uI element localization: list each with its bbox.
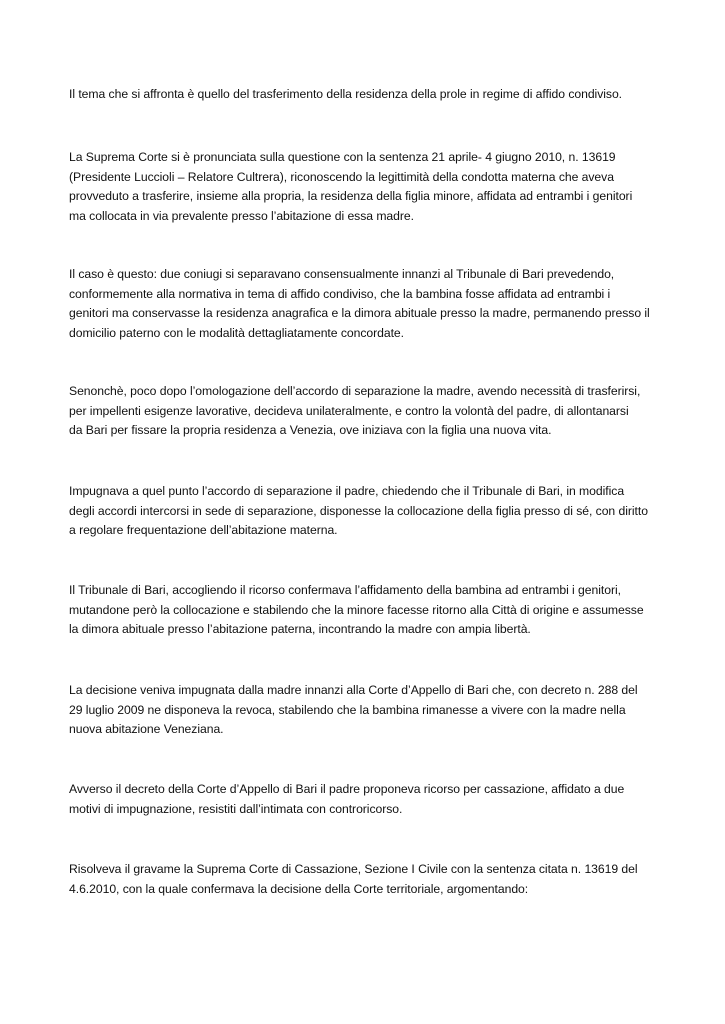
text-line: ma collocata in via prevalente presso l’abitazione di essa madre. — [69, 208, 414, 223]
text-line: genitori ma conservasse la residenza anagrafica e la dimora abituale presso la madre, permanendo presso il — [69, 306, 650, 321]
paragraph-cassation-ruling — [69, 860, 664, 899]
text-line: conformemente alla normativa in tema di affido condiviso, che la bambina fosse affidata ad entrambi i — [69, 286, 611, 301]
paragraph-tribunal-decision — [69, 581, 664, 640]
text-line: Avverso il decreto della Corte d’Appello di Bari il padre proponeva ricorso per cassazione, affidato a due — [69, 782, 625, 796]
text-line: Il Tribunale di Bari, accogliendo il ricorso confermava l’affidamento della bambina ad entrambi i genitori, — [69, 583, 621, 597]
paragraph-father-appeal — [69, 482, 664, 541]
text-line: 29 luglio 2009 ne disponeva la revoca, stabilendo che la bambina rimanesse a vivere con la madre nella — [69, 702, 626, 717]
text-line: a regolare frequentazione dell’abitazione materna. — [69, 523, 338, 538]
paragraph-mother-relocation — [69, 382, 664, 441]
text-line: motivi di impugnazione, resistiti dall’intimata con controricorso. — [69, 801, 403, 816]
text-line: provveduto a trasferire, insieme alla propria, la residenza della figlia minore, affidata ad entrambi i genitori — [69, 189, 633, 204]
text-line: Risolveva il gravame la Suprema Corte di Cassazione, Sezione I Civile con la sentenza citata n. 13619 del — [69, 862, 638, 876]
text-line: 4.6.2010, con la quale confermava la decisione della Corte territoriale, argomentando: — [69, 881, 529, 896]
text-line: degli accordi intercorsi in sede di separazione, disponesse la collocazione della figlia presso di sé, con diritto — [69, 503, 648, 518]
text-line: la dimora abituale presso l’abitazione paterna, incontrando la madre con ampia libertà. — [69, 622, 531, 637]
text-line: Senonchè, poco dopo l’omologazione dell’accordo di separazione la madre, avendo necessità di trasferirsi, — [69, 384, 641, 398]
paragraph-court-of-appeal — [69, 681, 664, 740]
text-line: La Suprema Corte si è pronunciata sulla questione con la sentenza 21 aprile- 4 giugno 2010, n. 13619 — [69, 150, 616, 164]
text-line: Il tema che si affronta è quello del trasferimento della residenza della prole in regime di affido condiviso. — [69, 87, 623, 101]
text-line: (Presidente Luccioli – Relatore Cultrera), riconoscendo la legittimità della condotta materna che aveva — [69, 169, 614, 184]
text-line: da Bari per fissare la propria residenza a Venezia, ove iniziava con la figlia una nuova vita. — [69, 423, 552, 438]
paragraph-cassation-appeal — [69, 780, 664, 819]
paragraph-case-facts — [69, 265, 664, 343]
text-line: mutandone però la collocazione e stabilendo che la minore facesse ritorno alla Città di origine e assumesse — [69, 602, 644, 617]
text-line: Il caso è questo: due coniugi si separavano consensualmente innanzi al Tribunale di Bari prevedendo, — [69, 267, 615, 281]
text-line: domicilio paterno con le modalità dettagliatamente concordate. — [69, 325, 404, 340]
text-line: Impugnava a quel punto l’accordo di separazione il padre, chiedendo che il Tribunale di Bari, in modifica — [69, 484, 625, 498]
paragraph-supreme-court-ruling — [69, 148, 664, 226]
text-line: nuova abitazione Veneziana. — [69, 722, 224, 737]
paragraph-topic — [69, 85, 664, 105]
text-line: per impellenti esigenze lavorative, decideva unilateralmente, e contro la volontà del padre, di allontanarsi — [69, 403, 629, 418]
text-line: La decisione veniva impugnata dalla madre innanzi alla Corte d’Appello di Bari che, con decreto n. 288 del — [69, 683, 638, 697]
